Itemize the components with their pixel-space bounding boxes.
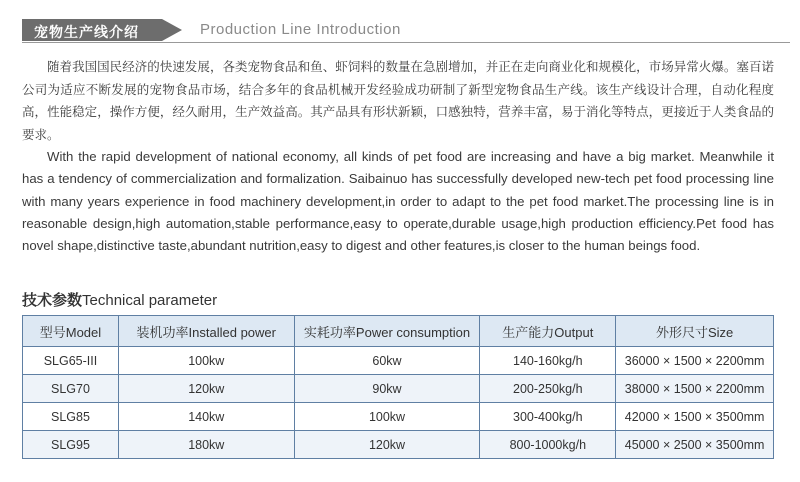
cell-model: SLG85 <box>23 403 119 431</box>
col-header-size: 外形尺寸Size <box>616 316 774 347</box>
cell-output: 800-1000kg/h <box>480 431 616 459</box>
section-header <box>22 19 790 43</box>
cell-model: SLG95 <box>23 431 119 459</box>
intro-section <box>22 56 774 257</box>
table-row <box>23 431 774 459</box>
col-header-model: 型号Model <box>23 316 119 347</box>
header-en-title: Production Line Introduction <box>200 21 401 38</box>
col-header-power-consumption: 实耗功率Power consumption <box>294 316 480 347</box>
cell-power-consumption: 100kw <box>294 403 480 431</box>
cell-installed-power: 180kw <box>118 431 294 459</box>
cell-model: SLG70 <box>23 375 119 403</box>
col-header-output: 生产能力Output <box>480 316 616 347</box>
cell-size: 45000 × 2500 × 3500mm <box>616 431 774 459</box>
table-row <box>23 347 774 375</box>
cell-installed-power: 120kw <box>118 375 294 403</box>
cell-size: 42000 × 1500 × 3500mm <box>616 403 774 431</box>
cell-output: 140-160kg/h <box>480 347 616 375</box>
cell-installed-power: 100kw <box>118 347 294 375</box>
cell-model: SLG65-III <box>23 347 119 375</box>
header-cn-title: 宠物生产线介绍 <box>34 25 139 41</box>
tech-title-cn: 技术参数 <box>22 291 83 309</box>
cell-power-consumption: 60kw <box>294 347 480 375</box>
cell-installed-power: 140kw <box>118 403 294 431</box>
intro-cn-paragraph: 随着我国国民经济的快速发展，各类宠物食品和鱼、虾饲料的数量在急剧增加，并正在走向商业化和规模化，市场异常火爆。塞百诺公司为适应不断发展的宠物食品市场，结合多年的食品机械开发经验成功研制了新型宠物食品生产线。该生产线设计合理，自动化程度高，性能稳定，操作方便，经久耐用，生产效益高。其产品具有形状新颖，口感独特，营养丰富，易于消化等特点，更接近于人类食品的要求。 <box>22 59 774 142</box>
cell-size: 38000 × 1500 × 2200mm <box>616 375 774 403</box>
cell-power-consumption: 90kw <box>294 375 480 403</box>
col-header-installed-power: 装机功率Installed power <box>118 316 294 347</box>
cell-output: 300-400kg/h <box>480 403 616 431</box>
header-divider <box>22 42 790 43</box>
cell-output: 200-250kg/h <box>480 375 616 403</box>
cell-power-consumption: 120kw <box>294 431 480 459</box>
cell-size: 36000 × 1500 × 2200mm <box>616 347 774 375</box>
tech-title-en: Technical parameter <box>82 292 218 309</box>
tech-parameter-title <box>22 289 217 310</box>
table-header-row <box>23 316 774 347</box>
table-row <box>23 375 774 403</box>
table-row <box>23 403 774 431</box>
intro-en-paragraph: With the rapid development of national economy, all kinds of pet food are increasing and have a big market. Meanwhile it has a tendency of commercialization and formalization. Saibainuo has successfully developed new-tech pet food processing line with many years experience in food machinery development,in order to adapt to the pet food market.The processing line is in reasonable design,high automation,stable performance,easy to operate,durable usage,high production efficiency.Pet food has novel shape,distinctive taste,abundant nutrition,easy to digest and other features,is closer to the human beings food. <box>22 149 774 254</box>
tech-parameter-table <box>22 315 774 459</box>
